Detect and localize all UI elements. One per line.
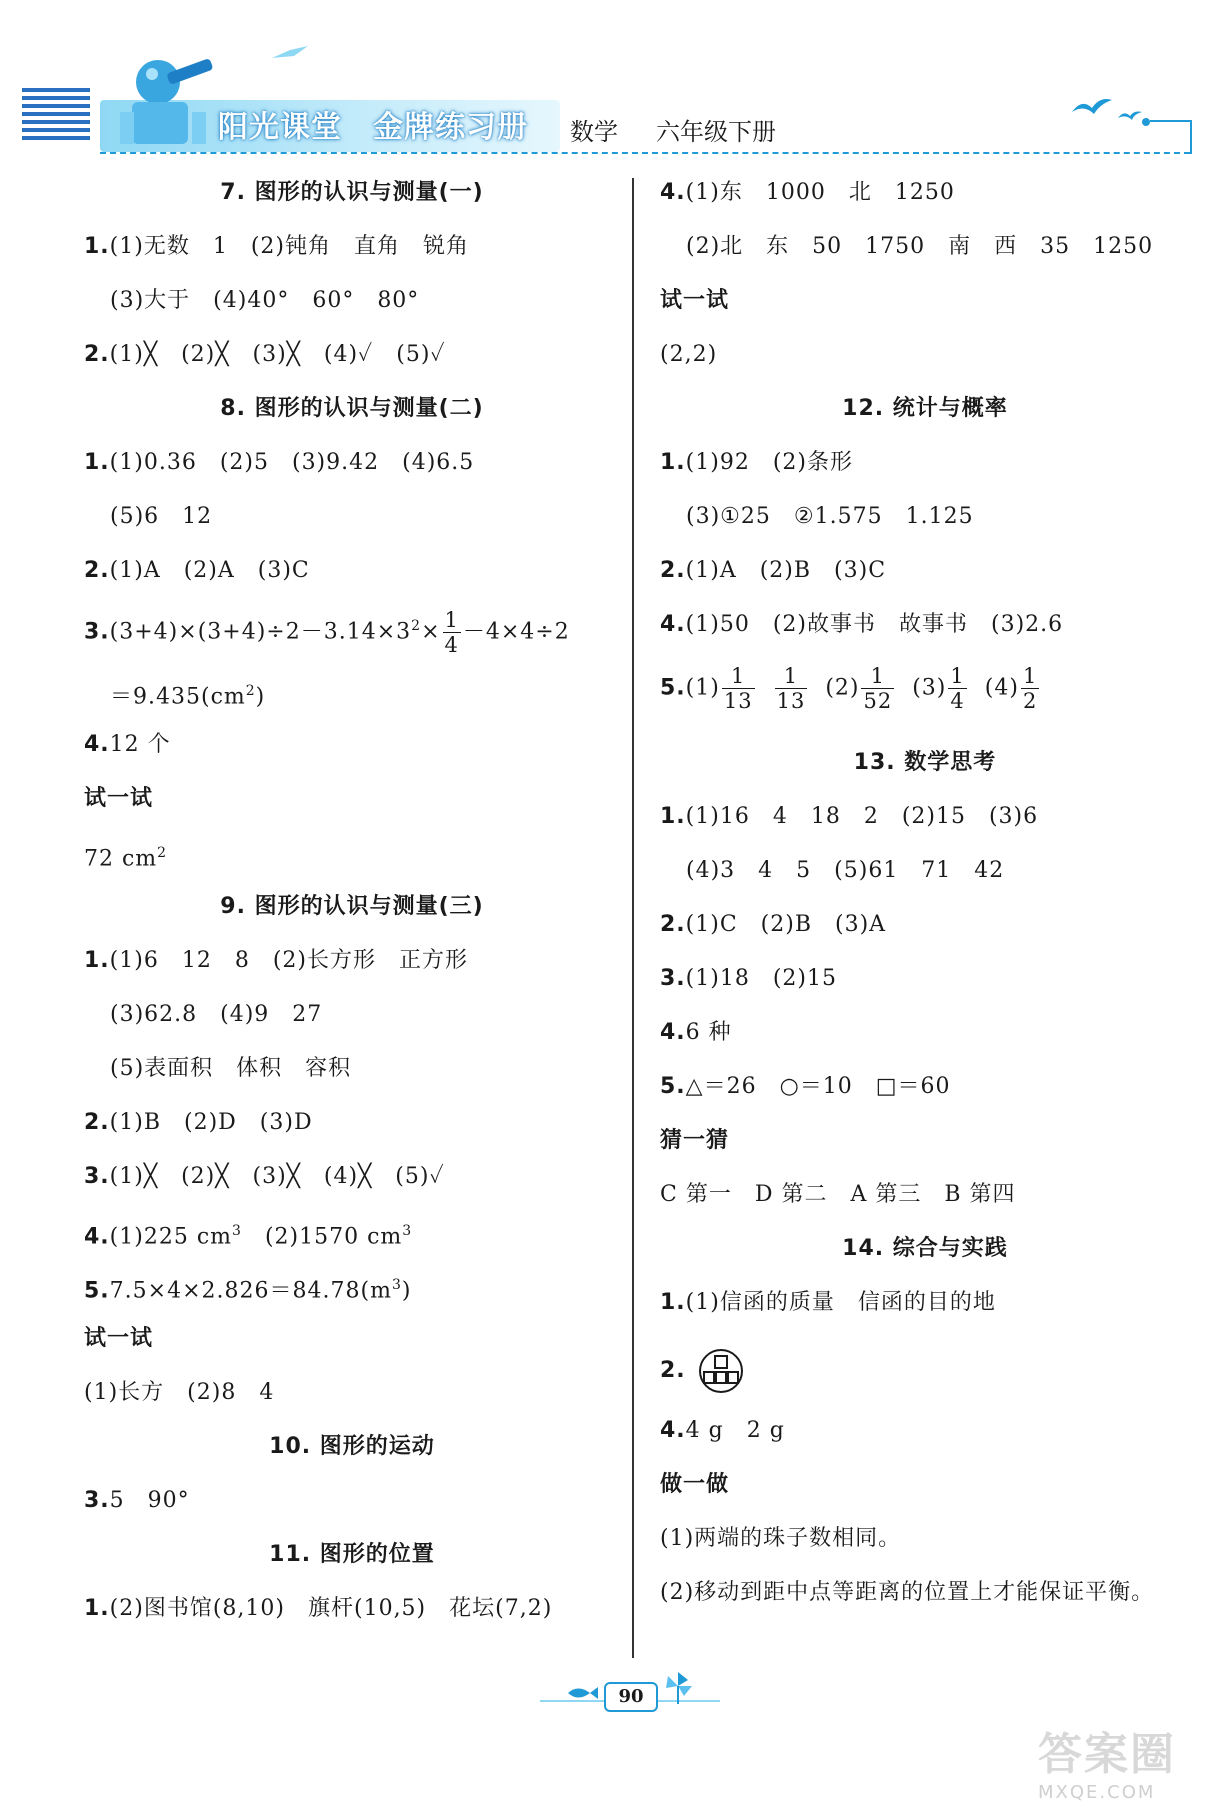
- answer-text: (1)╳ (2)╳ (3)╳ (4)✓ (5)✓: [109, 342, 446, 367]
- section-14-title: 14. 综合与实践: [842, 1236, 1008, 1261]
- s13-q1-line2: (4)3 4 5 (5)61 71 42: [686, 858, 1005, 883]
- section-12-title: 12. 统计与概率: [842, 396, 1008, 421]
- q-number: 1.: [84, 234, 110, 259]
- s8-q3-formula: [84, 608, 570, 657]
- s8-q1-line2: (5)6 12: [110, 504, 213, 529]
- column-divider: [632, 178, 634, 1658]
- s9-try-answer: (1)长方 (2)8 4: [84, 1380, 275, 1405]
- fraction-numerator: 1: [861, 664, 894, 689]
- answer-text: (1)信函的质量 信函的目的地: [685, 1290, 996, 1315]
- part-label: (1): [685, 675, 720, 701]
- q-number: 1.: [84, 450, 110, 475]
- fraction-denominator: 52: [863, 689, 893, 713]
- exponent: 2: [245, 683, 256, 699]
- s14-q4: [660, 1416, 785, 1446]
- answer-b: (2)1570 cm: [241, 1224, 403, 1250]
- s13-q2: [660, 910, 886, 940]
- fraction-denominator: 13: [723, 689, 753, 713]
- fraction-numerator: 1: [1022, 664, 1038, 688]
- page-footer: [540, 1668, 720, 1718]
- watermark-logo: 答案圈: [1038, 1729, 1176, 1780]
- watermark: [1038, 1718, 1176, 1803]
- fraction: [861, 664, 894, 713]
- header-stripes: [22, 88, 90, 150]
- s12-q1-line1: [660, 448, 853, 478]
- page-number: 90: [604, 1682, 658, 1712]
- formula-post: －4×4÷2: [462, 619, 570, 645]
- q-number: 1.: [660, 804, 686, 829]
- part-label: (4): [984, 675, 1019, 701]
- s9-q5: [84, 1270, 411, 1306]
- do-label: 做一做: [660, 1472, 730, 1497]
- answer-text: 6 种: [685, 1020, 732, 1045]
- do-answer-2: (2)移动到距中点等距离的位置上才能保证平衡。: [660, 1580, 1155, 1605]
- s13-q5: [660, 1072, 951, 1102]
- answer-text: 7.5×4×2.826＝84.78(m: [109, 1278, 392, 1304]
- pinwheel-icon: [658, 1670, 698, 1704]
- s12-q2: [660, 556, 886, 586]
- fraction-denominator: 2: [1022, 689, 1038, 713]
- s12-q5: [660, 664, 1041, 713]
- s12-q1-line2: (3)①25 ②1.575 1.125: [686, 504, 974, 529]
- answer-text: (1)6 12 8 (2)长方形 正方形: [109, 948, 468, 973]
- s13-q1-line1: [660, 802, 1038, 832]
- s11-try-label: 试一试: [660, 288, 730, 313]
- page-header: [0, 0, 1222, 170]
- exponent: 3: [232, 1223, 242, 1239]
- q-number: 2.: [84, 342, 110, 367]
- fraction: [775, 664, 808, 713]
- answer-text: (1)92 (2)条形: [685, 450, 853, 475]
- s8-try-answer: [84, 838, 167, 874]
- answer-text: (1)╳ (2)╳ (3)╳ (4)╳ (5)✓: [109, 1164, 445, 1189]
- q-number: 2.: [84, 1110, 110, 1135]
- answer-text: 4 g 2 g: [685, 1418, 785, 1443]
- q-number: 5.: [84, 1278, 110, 1304]
- s11-try-answer: (2,2): [660, 342, 718, 367]
- answer-a: (1)225 cm: [109, 1224, 233, 1250]
- s8-q1-line1: [84, 448, 474, 478]
- fraction-denominator: 4: [444, 633, 459, 657]
- exponent: 2: [411, 618, 422, 635]
- s9-q1-line3: (5)表面积 体积 容积: [110, 1056, 352, 1081]
- answer-text: (1)50 (2)故事书 故事书 (3)2.6: [685, 612, 1064, 637]
- s8-q3-result: [110, 676, 265, 712]
- s9-q1-line2: (3)62.8 (4)9 27: [110, 1002, 323, 1027]
- guess-label: 猜一猜: [660, 1128, 730, 1153]
- header-subject: 数学: [570, 118, 618, 146]
- s12-q4: [660, 610, 1063, 640]
- formula-times: ×: [421, 619, 441, 645]
- s9-q3: [84, 1162, 445, 1192]
- fraction-denominator: 13: [776, 689, 806, 713]
- section-7-title: 7. 图形的认识与测量(一): [220, 180, 484, 205]
- answer-text: 5 90°: [109, 1488, 190, 1513]
- answer-text: △＝26 ○＝10 □＝60: [685, 1074, 951, 1099]
- s14-q2: [660, 1348, 744, 1394]
- q-number: 5.: [660, 1074, 686, 1099]
- answer-text: (1)C (2)B (3)A: [685, 912, 887, 937]
- answer-text: (1)A (2)A (3)C: [109, 558, 310, 583]
- q-number: 2.: [660, 912, 686, 937]
- fraction-numerator: 1: [950, 664, 965, 688]
- q-number: 3.: [660, 966, 686, 991]
- q-number: 1.: [660, 1290, 686, 1315]
- telescope-kid-icon: [112, 38, 222, 148]
- s9-q2: [84, 1108, 313, 1138]
- q-number: 3.: [84, 1488, 110, 1513]
- do-answer-1: (1)两端的珠子数相同。: [660, 1526, 902, 1551]
- s13-q3: [660, 964, 837, 994]
- s14-q1: [660, 1288, 996, 1318]
- answer-text: (1)B (2)D (3)D: [109, 1110, 313, 1135]
- answer-text: (1)无数 1 (2)钝角 直角 锐角: [109, 234, 469, 259]
- section-10-title: 10. 图形的运动: [269, 1434, 435, 1459]
- q-number: 1.: [84, 948, 110, 973]
- fraction-numerator: 1: [444, 608, 459, 632]
- guess-answer: C 第一 D 第二 A 第三 B 第四: [660, 1182, 1016, 1207]
- q-number: 4.: [660, 180, 686, 205]
- fraction-numerator: 1: [775, 664, 808, 689]
- watermark-url: MXQE.COM: [1038, 1782, 1156, 1803]
- section-8-title: 8. 图形的认识与测量(二): [220, 396, 484, 421]
- s9-try-label: 试一试: [84, 1326, 154, 1351]
- answer-end: ): [401, 1278, 412, 1304]
- q-number: 3.: [84, 619, 110, 645]
- s7-q2: [84, 340, 446, 370]
- s11-q4-line2: (2)北 东 50 1750 南 西 35 1250: [686, 234, 1154, 259]
- fraction: [443, 608, 461, 657]
- header-grade: 六年级下册: [656, 118, 776, 146]
- fraction-denominator: 4: [950, 689, 965, 713]
- formula-pre: (3+4)×(3+4)÷2－3.14×3: [109, 619, 412, 645]
- answer-text: (1)0.36 (2)5 (3)9.42 (4)6.5: [109, 450, 475, 475]
- circle-squares-figure: [698, 1348, 744, 1394]
- q-number: 4.: [660, 1020, 686, 1045]
- s9-q1-line1: [84, 946, 468, 976]
- q-number: 4.: [660, 1418, 686, 1443]
- section-11-title: 11. 图形的位置: [269, 1542, 435, 1567]
- fish-icon: [564, 1682, 600, 1704]
- header-brand: 阳光课堂 金牌练习册: [218, 110, 528, 145]
- answer-text: (1)A (2)B (3)C: [685, 558, 887, 583]
- q-number: 4.: [84, 1224, 110, 1250]
- s8-q4: [84, 730, 171, 760]
- s8-q2: [84, 556, 310, 586]
- fraction: [948, 664, 966, 713]
- fraction-numerator: 1: [722, 664, 755, 689]
- exponent: 3: [402, 1223, 413, 1239]
- q-number: 2.: [660, 1358, 686, 1383]
- answer-text: (1)18 (2)15: [685, 966, 837, 991]
- fraction: [722, 664, 755, 713]
- s11-q1: [84, 1594, 552, 1624]
- s7-q1-line2: (3)大于 (4)40° 60° 80°: [110, 288, 420, 313]
- section-9-title: 9. 图形的认识与测量(三): [220, 894, 484, 919]
- result-end: ): [255, 684, 266, 710]
- q-number: 1.: [660, 450, 686, 475]
- q-number: 4.: [660, 612, 686, 637]
- s13-q4: [660, 1018, 732, 1048]
- q-number: 1.: [84, 1596, 110, 1621]
- q-number: 4.: [84, 732, 110, 757]
- header-rule-corner: [1150, 120, 1192, 154]
- birds-icon: [1070, 92, 1150, 128]
- exponent: 2: [157, 845, 168, 861]
- header-rule: [100, 152, 1190, 154]
- answer-text: (2)图书馆(8,10) 旗杆(10,5) 花坛(7,2): [109, 1596, 553, 1621]
- answer-text: 12 个: [109, 732, 171, 757]
- section-13-title: 13. 数学思考: [853, 750, 997, 775]
- q-number: 5.: [660, 675, 686, 701]
- fraction: [1021, 664, 1039, 713]
- s9-q4: [84, 1216, 412, 1252]
- q-number: 2.: [660, 558, 686, 583]
- exponent: 3: [391, 1277, 402, 1293]
- result-text: ＝9.435(cm: [110, 684, 246, 710]
- small-bird-icon: [270, 44, 310, 64]
- s11-q4-line1: [660, 178, 955, 208]
- answer-text: (1)16 4 18 2 (2)15 (3)6: [685, 804, 1039, 829]
- s8-try-label: 试一试: [84, 786, 154, 811]
- part-label: (2): [825, 675, 860, 701]
- part-label: (3): [912, 675, 947, 701]
- s7-q1-line1: [84, 232, 469, 262]
- q-number: 3.: [84, 1164, 110, 1189]
- s10-q3: [84, 1486, 190, 1516]
- answer-text: 72 cm: [84, 846, 158, 872]
- q-number: 2.: [84, 558, 110, 583]
- answer-text: (1)东 1000 北 1250: [685, 180, 955, 205]
